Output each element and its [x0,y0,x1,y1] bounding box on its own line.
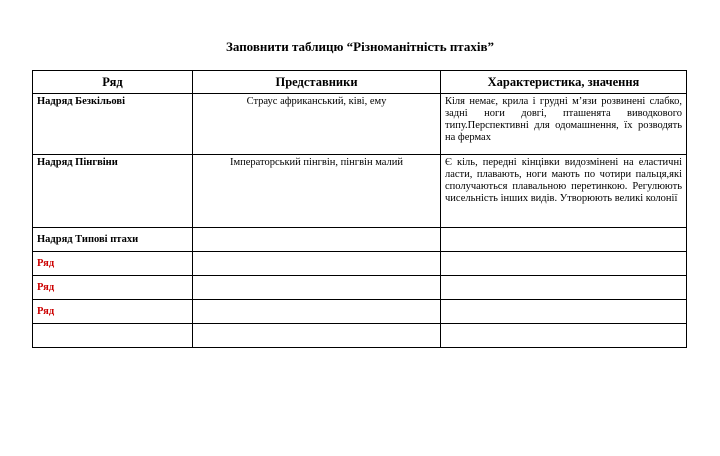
order-cell[interactable]: Надряд Безкільові [33,94,193,155]
description-cell[interactable] [441,252,687,276]
order-cell[interactable]: Ряд [33,276,193,300]
header-characteristics: Характеристика, значення [441,71,687,94]
table-row [33,324,687,348]
description-cell[interactable] [441,324,687,348]
description-cell[interactable] [441,228,687,252]
table-row [33,252,687,276]
representatives-cell[interactable] [193,300,441,324]
description-cell[interactable]: Є кіль, передні кінцівки видозмінені на еластичні ласти, плавають, ноги мають по чотири пальця,які сполучаються плавальною перетинкою. Регулюють чисельність інших видів. Утворюють великі колонії [441,155,687,228]
order-cell[interactable]: Ряд [33,300,193,324]
table-row [33,94,687,155]
header-order: Ряд [33,71,193,94]
birds-diversity-table [32,70,687,348]
order-cell[interactable] [33,324,193,348]
representatives-cell[interactable] [193,252,441,276]
representatives-cell[interactable] [193,228,441,252]
table-row [33,228,687,252]
representatives-cell[interactable] [193,276,441,300]
description-cell[interactable]: Кіля немає, крила і грудні м’язи розвинені слабко, задні ноги довгі, пташенята виводкового типу.Перспективні для одомашнення, їх розводять на фермах [441,94,687,155]
representatives-cell[interactable]: Імператорський пінгвін, пінгвін малий [193,155,441,228]
representatives-cell[interactable] [193,324,441,348]
table-row [33,276,687,300]
table-row [33,155,687,228]
table-header-row [33,71,687,94]
order-cell[interactable]: Надряд Типові птахи [33,228,193,252]
description-cell[interactable] [441,300,687,324]
representatives-cell[interactable]: Страус африканський, ківі, ему [193,94,441,155]
table-row [33,300,687,324]
order-cell[interactable]: Ряд [33,252,193,276]
order-cell[interactable]: Надряд Пінгвіни [33,155,193,228]
document-title: Заповнити таблицю “Різноманітність птахів” [226,39,494,54]
header-representatives: Представники [193,71,441,94]
description-cell[interactable] [441,276,687,300]
